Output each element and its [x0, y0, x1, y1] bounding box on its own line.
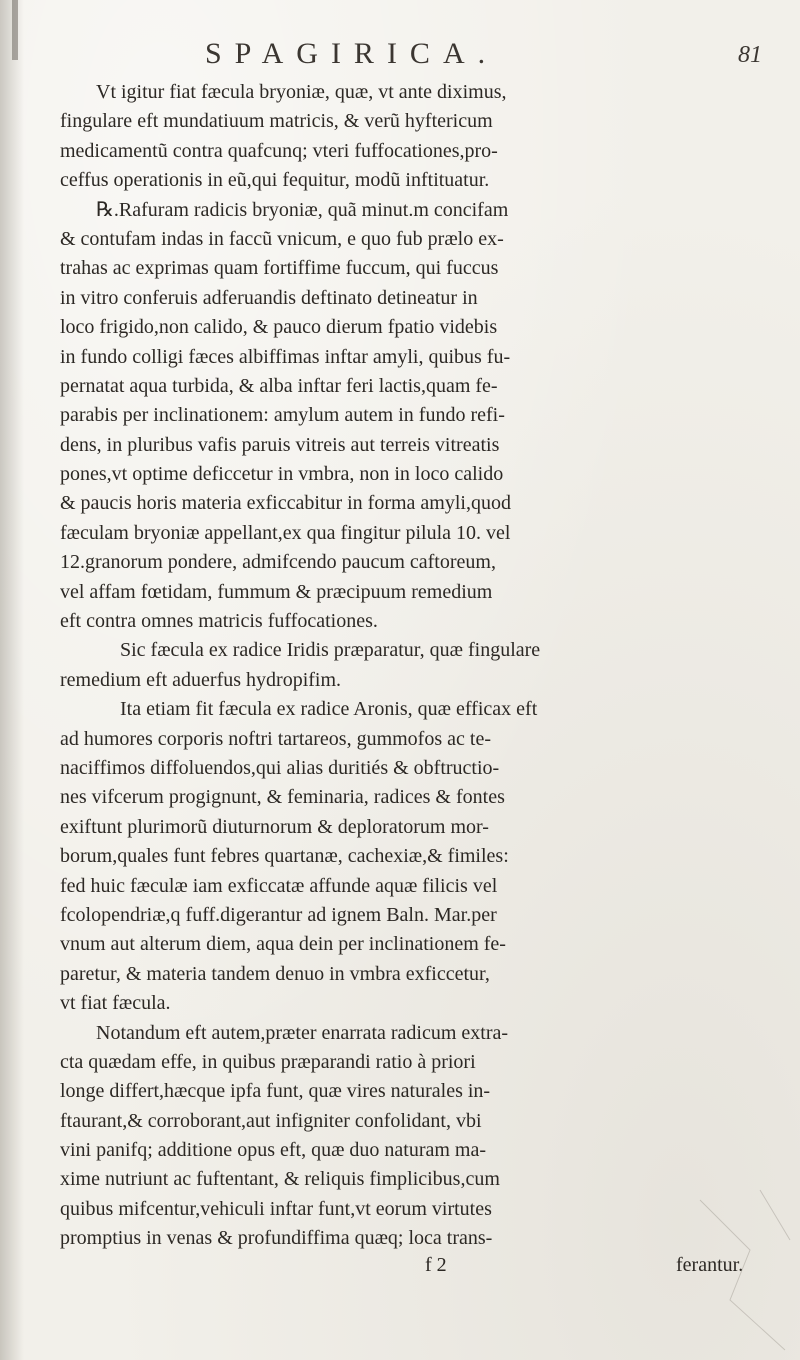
- text-line: medicamentũ contra quafcunq; vteri fuffocationes,pro-: [60, 139, 498, 162]
- text-line: cta quædam effe, in quibus præparandi ratio à priori: [60, 1050, 476, 1073]
- text-line: eft contra omnes matricis fuffocationes.: [60, 610, 378, 633]
- text-line: ceffus operationis in eũ,qui fequitur, modũ inftituatur.: [60, 169, 490, 192]
- text-line: borum,quales funt febres quartanæ, cachexiæ,& fimiles:: [60, 845, 509, 868]
- text-line: parabis per inclinationem: amylum autem in fundo refi-: [60, 404, 505, 427]
- text-line: fæculam bryoniæ appellant,ex qua fingitur pilula 10. vel: [60, 521, 511, 544]
- text-line: fcolopendriæ,q fuff.digerantur ad ignem Baln. Mar.per: [60, 903, 497, 926]
- text-line: longe differt,hæcque ipfa funt, quæ vires naturales in-: [60, 1080, 491, 1103]
- page-number: 81: [738, 42, 762, 68]
- text-line: paretur, & materia tandem denuo in vmbra exficcetur,: [60, 962, 490, 985]
- text-line: ad humores corporis noftri tartareos, gummofos ac te-: [60, 727, 491, 750]
- signature-mark: f 2: [425, 1254, 447, 1276]
- body-text: [60, 78, 780, 1254]
- text-line: exiftunt plurimorũ diuturnorum & deploratorum mor-: [60, 815, 489, 838]
- text-line: in fundo colligi fæces albiffimas inftar amyli, quibus fu-: [60, 345, 511, 368]
- text-line: 12.granorum pondere, admifcendo paucum caftoreum,: [60, 551, 496, 574]
- text-line: ftaurant,& corroborant,aut infigniter confolidant, vbi: [60, 1109, 482, 1132]
- text-line: Notandum eft autem,præter enarrata radicum extra-: [96, 1021, 509, 1044]
- text-line: & contufam indas in faccũ vnicum, e quo fub prælo ex-: [60, 227, 504, 250]
- text-line: vini panifq; additione opus eft, quæ duo naturam ma-: [60, 1139, 487, 1162]
- text-line: dens, in pluribus vafis paruis vitreis aut terreis vitreatis: [60, 433, 500, 456]
- text-line: xime nutriunt ac fuftentant, & reliquis fimplicibus,cum: [60, 1168, 500, 1191]
- text-line: fed huic fæculæ iam exficcatæ affunde aquæ filicis vel: [60, 874, 498, 897]
- text-line: pones,vt optime deficcetur in vmbra, non in loco calido: [60, 463, 504, 486]
- text-line: trahas ac exprimas quam fortiffime fuccum, qui fuccus: [60, 257, 499, 280]
- text-line: remedium eft aduerfus hydropifim.: [60, 668, 342, 691]
- text-line: quibus mifcentur,vehiculi inftar funt,vt eorum virtutes: [60, 1197, 492, 1220]
- text-line: in vitro conferuis adferuandis deftinato detineatur in: [60, 286, 478, 309]
- text-line: naciffimos diffoluendos,qui alias duritiés & obftructio-: [60, 756, 500, 779]
- text-line: pernatat aqua turbida, & alba inftar feri lactis,quam fe-: [60, 374, 498, 397]
- ink-bleed-through: [690, 1180, 800, 1360]
- text-line: & paucis horis materia exficcabitur in forma amyli,quod: [60, 492, 511, 515]
- text-line: promptius in venas & profundiffima quæq; loca trans-: [60, 1227, 493, 1250]
- text-line: Sic fæcula ex radice Iridis præparatur, quæ fingulare: [120, 639, 541, 662]
- text-line: vnum aut alterum diem, aqua dein per inclinationem fe-: [60, 933, 506, 956]
- text-line: Ita etiam fit fæcula ex radice Aronis, quæ efficax eft: [120, 698, 538, 721]
- text-line: Vt igitur fiat fæcula bryoniæ, quæ, vt ante diximus,: [96, 81, 507, 103]
- page-footer: [0, 1250, 800, 1282]
- text-line: vt fiat fæcula.: [60, 992, 171, 1015]
- text-line: vel affam fœtidam, fummum & præcipuum remedium: [60, 580, 493, 603]
- text-line: fingulare eft mundatiuum matricis, & verũ hyftericum: [60, 110, 493, 133]
- running-head: [0, 34, 800, 74]
- text-line: loco frigido,non calido, & pauco dierum fpatio videbis: [60, 316, 498, 339]
- catchword: ferantur.: [676, 1254, 744, 1276]
- page-gutter-shadow: [0, 0, 24, 1360]
- text-line: ℞.Rafuram radicis bryoniæ, quã minut.m concifam: [96, 198, 509, 221]
- text-line: nes vifcerum progignunt, & feminaria, radices & fontes: [60, 786, 505, 809]
- running-title: SPAGIRICA.: [205, 37, 499, 70]
